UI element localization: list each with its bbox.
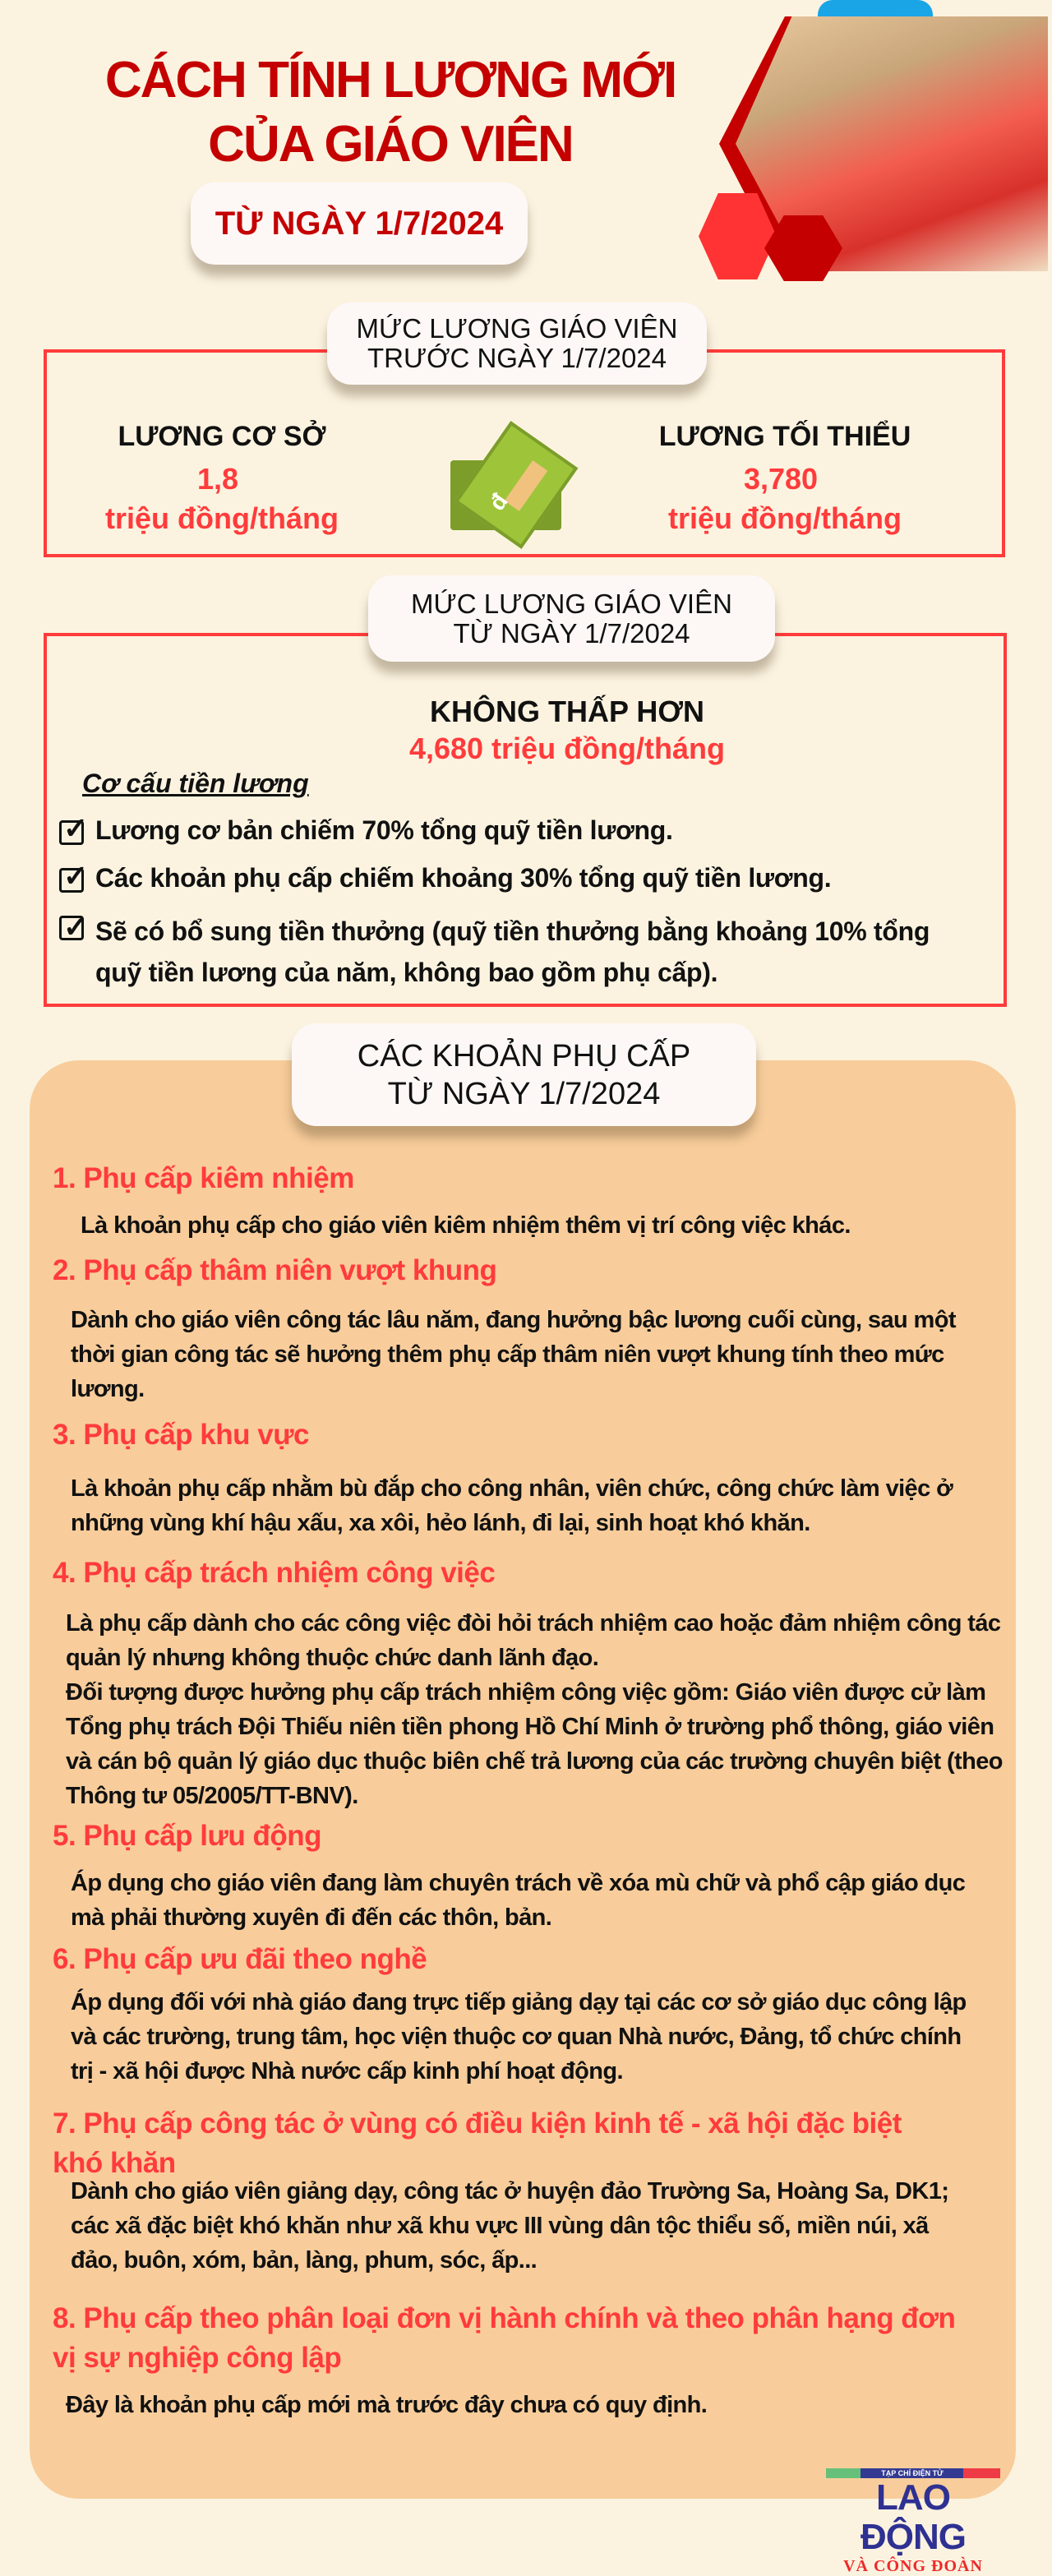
- bullet-text: Lương cơ bản chiếm 70% tổng quỹ tiền lương.: [95, 815, 673, 845]
- before-heading-line-1: MỨC LƯƠNG GIÁO VIÊN: [356, 313, 678, 344]
- floor-value: 4,680 triệu đồng/tháng: [408, 732, 726, 765]
- base-salary-label: LƯƠNG CƠ SỞ: [118, 421, 326, 452]
- floor-label: KHÔNG THẤP HƠN: [429, 695, 705, 728]
- date-badge-text: TỪ NGÀY 1/7/2024: [215, 205, 504, 242]
- allowance-body: Dành cho giáo viên công tác lâu năm, đang hưởng bậc lương cuối cùng, sau một thời gian công tác sẽ hưởng thêm phụ cấp thâm niên vượt khung tính theo mức lương.: [71, 1307, 956, 1402]
- allowance-title: 2. Phụ cấp thâm niên vượt khung: [53, 1254, 497, 1286]
- minimum-salary-unit: triệu đồng/tháng: [668, 501, 902, 535]
- minimum-salary-value: 3,780: [743, 462, 819, 496]
- allowance-body: Áp dụng đối với nhà giáo đang trực tiếp giảng dạy tại các cơ sở giáo dục công lập và các trường, trung tâm, học viện thuộc cơ quan Nhà nước, Đảng, tổ chức chính trị - xã hội được Nhà nước cấp kinh phí hoạt động.: [71, 1989, 967, 2084]
- allowance-title: 8. Phụ cấp theo phân loại đơn vị hành chính và theo phân hạng đơn vị sự nghiệp công lập: [53, 2302, 956, 2374]
- allowances-heading-line-2: TỪ NGÀY 1/7/2024: [387, 1076, 661, 1111]
- allowance-body: Là khoản phụ cấp cho giáo viên kiêm nhiệm thêm vị trí công việc khác.: [81, 1212, 851, 1239]
- allowance-title: 4. Phụ cấp trách nhiệm công việc: [53, 1557, 496, 1589]
- checkbox-icon: [59, 868, 84, 893]
- bullet-text: Sẽ có bổ sung tiền thưởng (quỹ tiền thưởng bằng khoảng 10% tổng quỹ tiền lương của năm, không bao gồm phụ cấp).: [95, 916, 930, 987]
- allowance-title: 5. Phụ cấp lưu động: [53, 1820, 321, 1852]
- checkbox-icon: [59, 820, 84, 845]
- allowance-body-2: Đối tượng được hưởng phụ cấp trách nhiệm công việc gồm: Giáo viên được cử làm Tổng phụ trách Đội Thiếu niên tiền phong Hồ Chí Minh ở trường phổ thông, giáo viên và cán bộ quản lý giáo dục thuộc biên chế trả lương của các trường chuyên biệt (theo Thông tư 05/2005/TT-BNV).: [66, 1679, 1003, 1809]
- after-heading: [368, 575, 775, 662]
- allowance-body: Là phụ cấp dành cho các công việc đòi hỏi trách nhiệm cao hoặc đảm nhiệm công tác quản lý nhưng không thuộc chức danh lãnh đạo.: [66, 1610, 1001, 1671]
- allowances-heading-line-1: CÁC KHOẢN PHỤ CẤP: [357, 1038, 691, 1073]
- base-salary-unit: triệu đồng/tháng: [105, 501, 339, 535]
- teacher-photo: [694, 0, 1048, 284]
- minimum-salary-label: LƯƠNG TỐI THIỂU: [658, 421, 911, 452]
- base-salary-value: 1,8: [196, 462, 239, 496]
- title-line-2: CỦA GIÁO VIÊN: [208, 116, 573, 173]
- allowance-body: Là khoản phụ cấp nhằm bù đắp cho công nhân, viên chức, công chức làm việc ở những vùng khí hậu xấu, xa xôi, hẻo lánh, đi lại, sinh hoạt khó khăn.: [71, 1475, 953, 1536]
- before-heading-line-2: TRƯỚC NGÀY 1/7/2024: [367, 343, 667, 373]
- allowance-body: Dành cho giáo viên giảng dạy, công tác ở huyện đảo Trường Sa, Hoàng Sa, DK1; các xã đặc biệt khó khăn như xã khu vực III vùng dân tộc thiểu số, miền núi, xã đảo, buôn, xóm, bản, làng, phum, sóc, ấp...: [71, 2178, 949, 2274]
- bullet-text: Các khoản phụ cấp chiếm khoảng 30% tổng quỹ tiền lương.: [95, 863, 832, 893]
- allowance-title: 7. Phụ cấp công tác ở vùng có điều kiện kinh tế - xã hội đặc biệt khó khăn: [53, 2107, 902, 2179]
- structure-bullet: [59, 815, 673, 846]
- before-heading: [327, 302, 707, 385]
- allowance-body: Áp dụng cho giáo viên đang làm chuyên trách về xóa mù chữ và phổ cập giáo dục mà phải thường xuyên đi đến các thôn, bản.: [71, 1870, 966, 1931]
- allowance-title: 6. Phụ cấp ưu đãi theo nghề: [53, 1943, 427, 1975]
- after-heading-line-1: MỨC LƯƠNG GIÁO VIÊN: [411, 588, 732, 619]
- logo-name: LAO ĐỘNG: [861, 2477, 966, 2557]
- allowance-body: Đây là khoản phụ cấp mới mà trước đây chưa có quy định.: [66, 2392, 708, 2418]
- checkbox-icon: [59, 916, 84, 940]
- structure-title: Cơ cấu tiền lương: [82, 769, 309, 798]
- title-line-1: CÁCH TÍNH LƯƠNG MỚI: [104, 52, 676, 108]
- allowance-title: 1. Phụ cấp kiêm nhiệm: [53, 1162, 354, 1194]
- date-badge: [191, 182, 528, 265]
- structure-bullet: [59, 911, 971, 993]
- money-icon: đ: [450, 411, 586, 547]
- logo-tagline: TẠP CHÍ ĐIỆN TỬ: [861, 2468, 963, 2478]
- logo-sub: VÀ CÔNG ĐOÀN: [843, 2557, 983, 2575]
- structure-bullet: [59, 863, 831, 893]
- allowance-title: 3. Phụ cấp khu vực: [53, 1419, 309, 1451]
- after-heading-line-2: TỪ NGÀY 1/7/2024: [453, 617, 690, 649]
- lao-dong-logo: [826, 2468, 1000, 2575]
- allowances-heading: [292, 1023, 756, 1126]
